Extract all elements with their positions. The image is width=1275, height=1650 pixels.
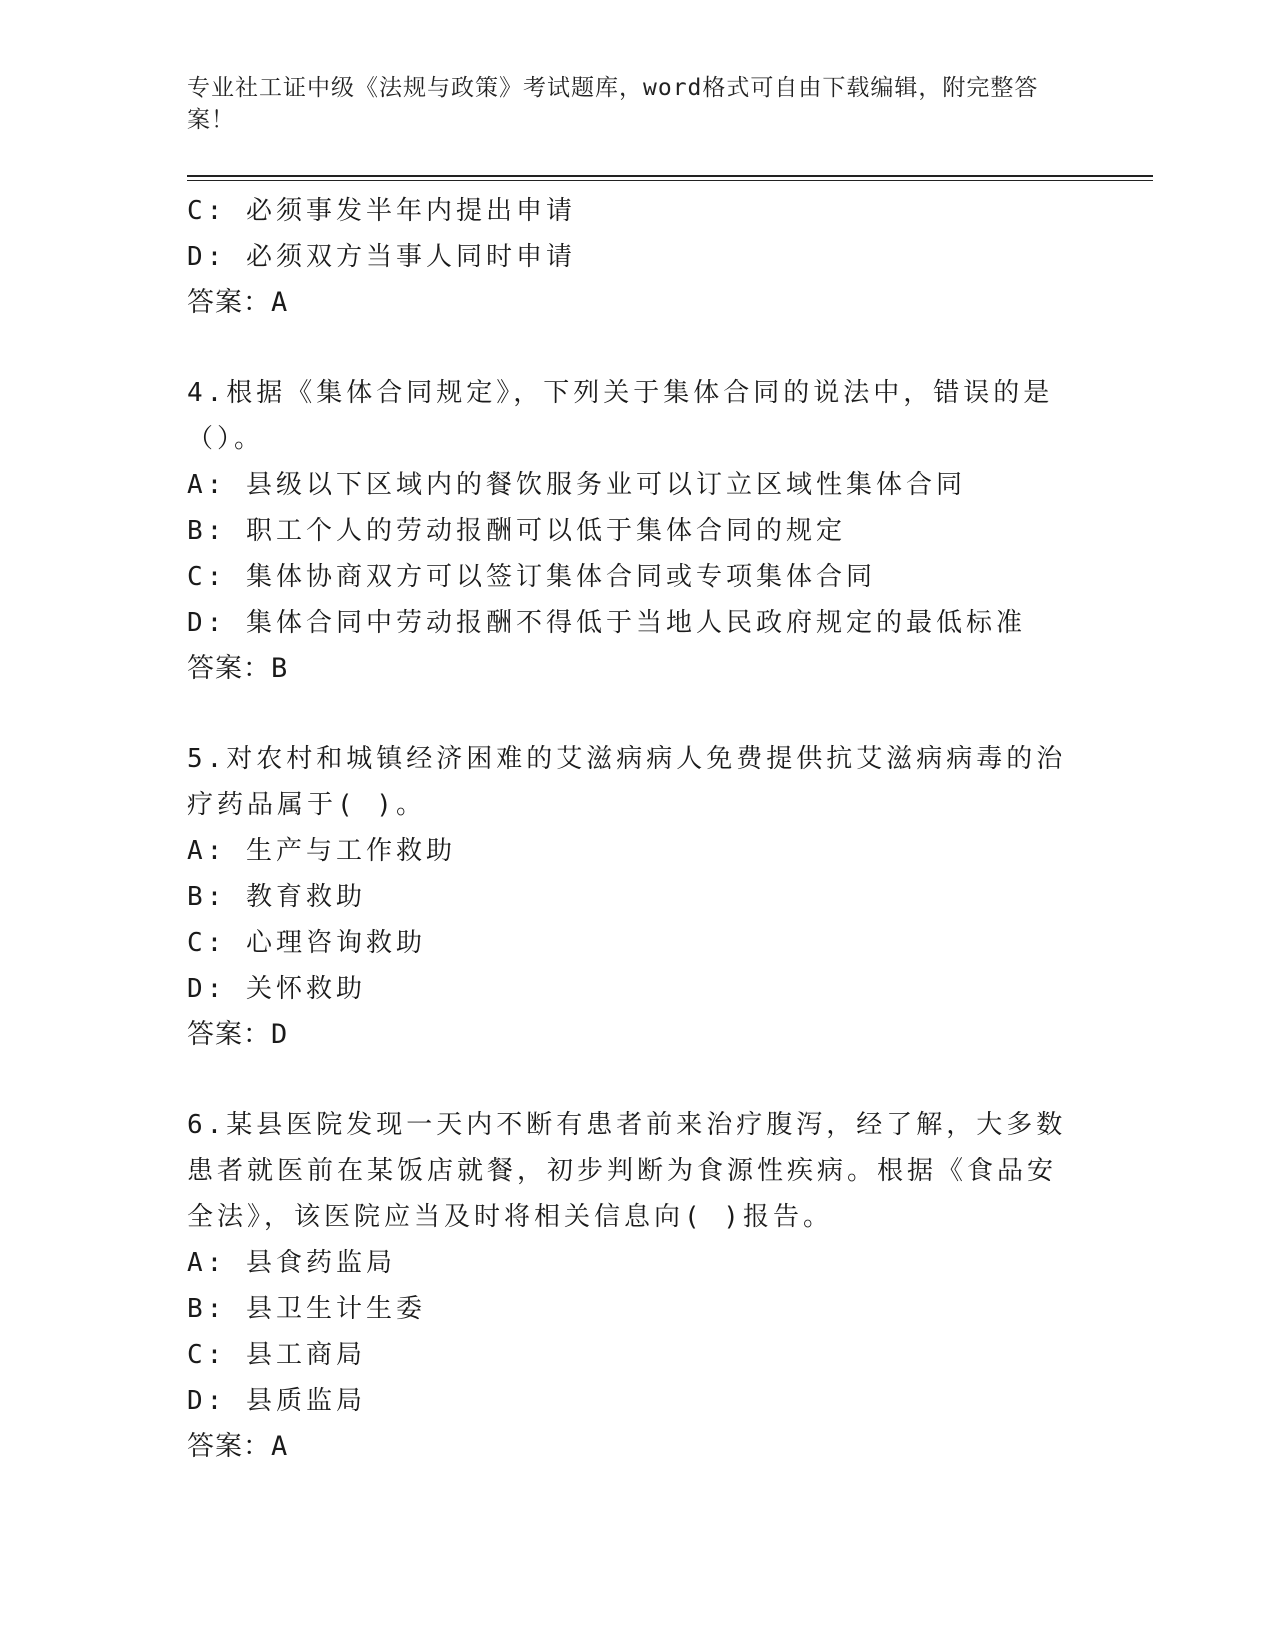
option-b xyxy=(187,1286,1067,1332)
option-letter: D: xyxy=(187,974,227,1004)
question-content xyxy=(187,188,1067,1470)
option-c xyxy=(187,554,1067,600)
answer-value: A xyxy=(271,287,289,318)
answer-line xyxy=(187,646,1067,692)
option-c xyxy=(187,1332,1067,1378)
option-letter: C: xyxy=(187,562,227,592)
option-letter: A: xyxy=(187,470,227,500)
question-stem: 6.某县医院发现一天内不断有患者前来治疗腹泻，经了解，大多数患者就医前在某饭店就餐，初步判断为食源性疾病。根据《食品安全法》，该医院应当及时将相关信息向( )报告。 xyxy=(187,1110,1067,1232)
header-divider-thin xyxy=(187,180,1153,181)
answer-label: 答案： xyxy=(187,653,271,684)
question-5 xyxy=(187,736,1067,1058)
option-b xyxy=(187,874,1067,920)
option-letter: B: xyxy=(187,882,227,912)
option-text: 心理咨询救助 xyxy=(245,928,426,958)
answer-value: B xyxy=(271,653,289,684)
option-d xyxy=(187,234,1067,280)
option-text: 必须事发半年内提出申请 xyxy=(245,196,576,226)
option-b xyxy=(187,508,1067,554)
answer-line xyxy=(187,1012,1067,1058)
option-c xyxy=(187,920,1067,966)
option-letter: A: xyxy=(187,1248,227,1278)
option-letter: A: xyxy=(187,836,227,866)
answer-label: 答案： xyxy=(187,1431,271,1462)
answer-value: A xyxy=(271,1431,289,1462)
option-text: 集体协商双方可以签订集体合同或专项集体合同 xyxy=(245,562,876,592)
option-text: 职工个人的劳动报酬可以低于集体合同的规定 xyxy=(245,516,846,546)
answer-value: D xyxy=(271,1019,289,1050)
question-3-continued xyxy=(187,188,1067,326)
option-text: 县食药监局 xyxy=(245,1248,396,1278)
answer-line xyxy=(187,280,1067,326)
option-a xyxy=(187,1240,1067,1286)
option-text: 县卫生计生委 xyxy=(245,1294,426,1324)
option-letter: C: xyxy=(187,1340,227,1370)
question-stem: 5.对农村和城镇经济困难的艾滋病病人免费提供抗艾滋病病毒的治疗药品属于( )。 xyxy=(187,744,1067,820)
option-text: 县级以下区域内的餐饮服务业可以订立区域性集体合同 xyxy=(245,470,966,500)
option-c xyxy=(187,188,1067,234)
answer-line xyxy=(187,1424,1067,1470)
option-letter: D: xyxy=(187,242,227,272)
option-text: 教育救助 xyxy=(245,882,366,912)
option-text: 集体合同中劳动报酬不得低于当地人民政府规定的最低标准 xyxy=(245,608,1026,638)
option-letter: B: xyxy=(187,1294,227,1324)
option-text: 县工商局 xyxy=(245,1340,366,1370)
option-d xyxy=(187,600,1067,646)
question-4 xyxy=(187,370,1067,692)
option-text: 县质监局 xyxy=(245,1386,366,1416)
answer-label: 答案： xyxy=(187,1019,271,1050)
option-d xyxy=(187,966,1067,1012)
option-a xyxy=(187,828,1067,874)
option-letter: D: xyxy=(187,1386,227,1416)
header-divider xyxy=(187,175,1153,177)
option-text: 关怀救助 xyxy=(245,974,366,1004)
question-6 xyxy=(187,1102,1067,1470)
option-text: 生产与工作救助 xyxy=(245,836,456,866)
answer-label: 答案： xyxy=(187,287,271,318)
option-letter: B: xyxy=(187,516,227,546)
option-letter: D: xyxy=(187,608,227,638)
option-letter: C: xyxy=(187,196,227,226)
option-d xyxy=(187,1378,1067,1424)
document-header: 专业社工证中级《法规与政策》考试题库，word格式可自由下载编辑，附完整答案！ xyxy=(187,75,1039,133)
option-letter: C: xyxy=(187,928,227,958)
option-text: 必须双方当事人同时申请 xyxy=(245,242,576,272)
option-a xyxy=(187,462,1067,508)
question-stem: 4.根据《集体合同规定》，下列关于集体合同的说法中，错误的是（）。 xyxy=(187,378,1054,454)
